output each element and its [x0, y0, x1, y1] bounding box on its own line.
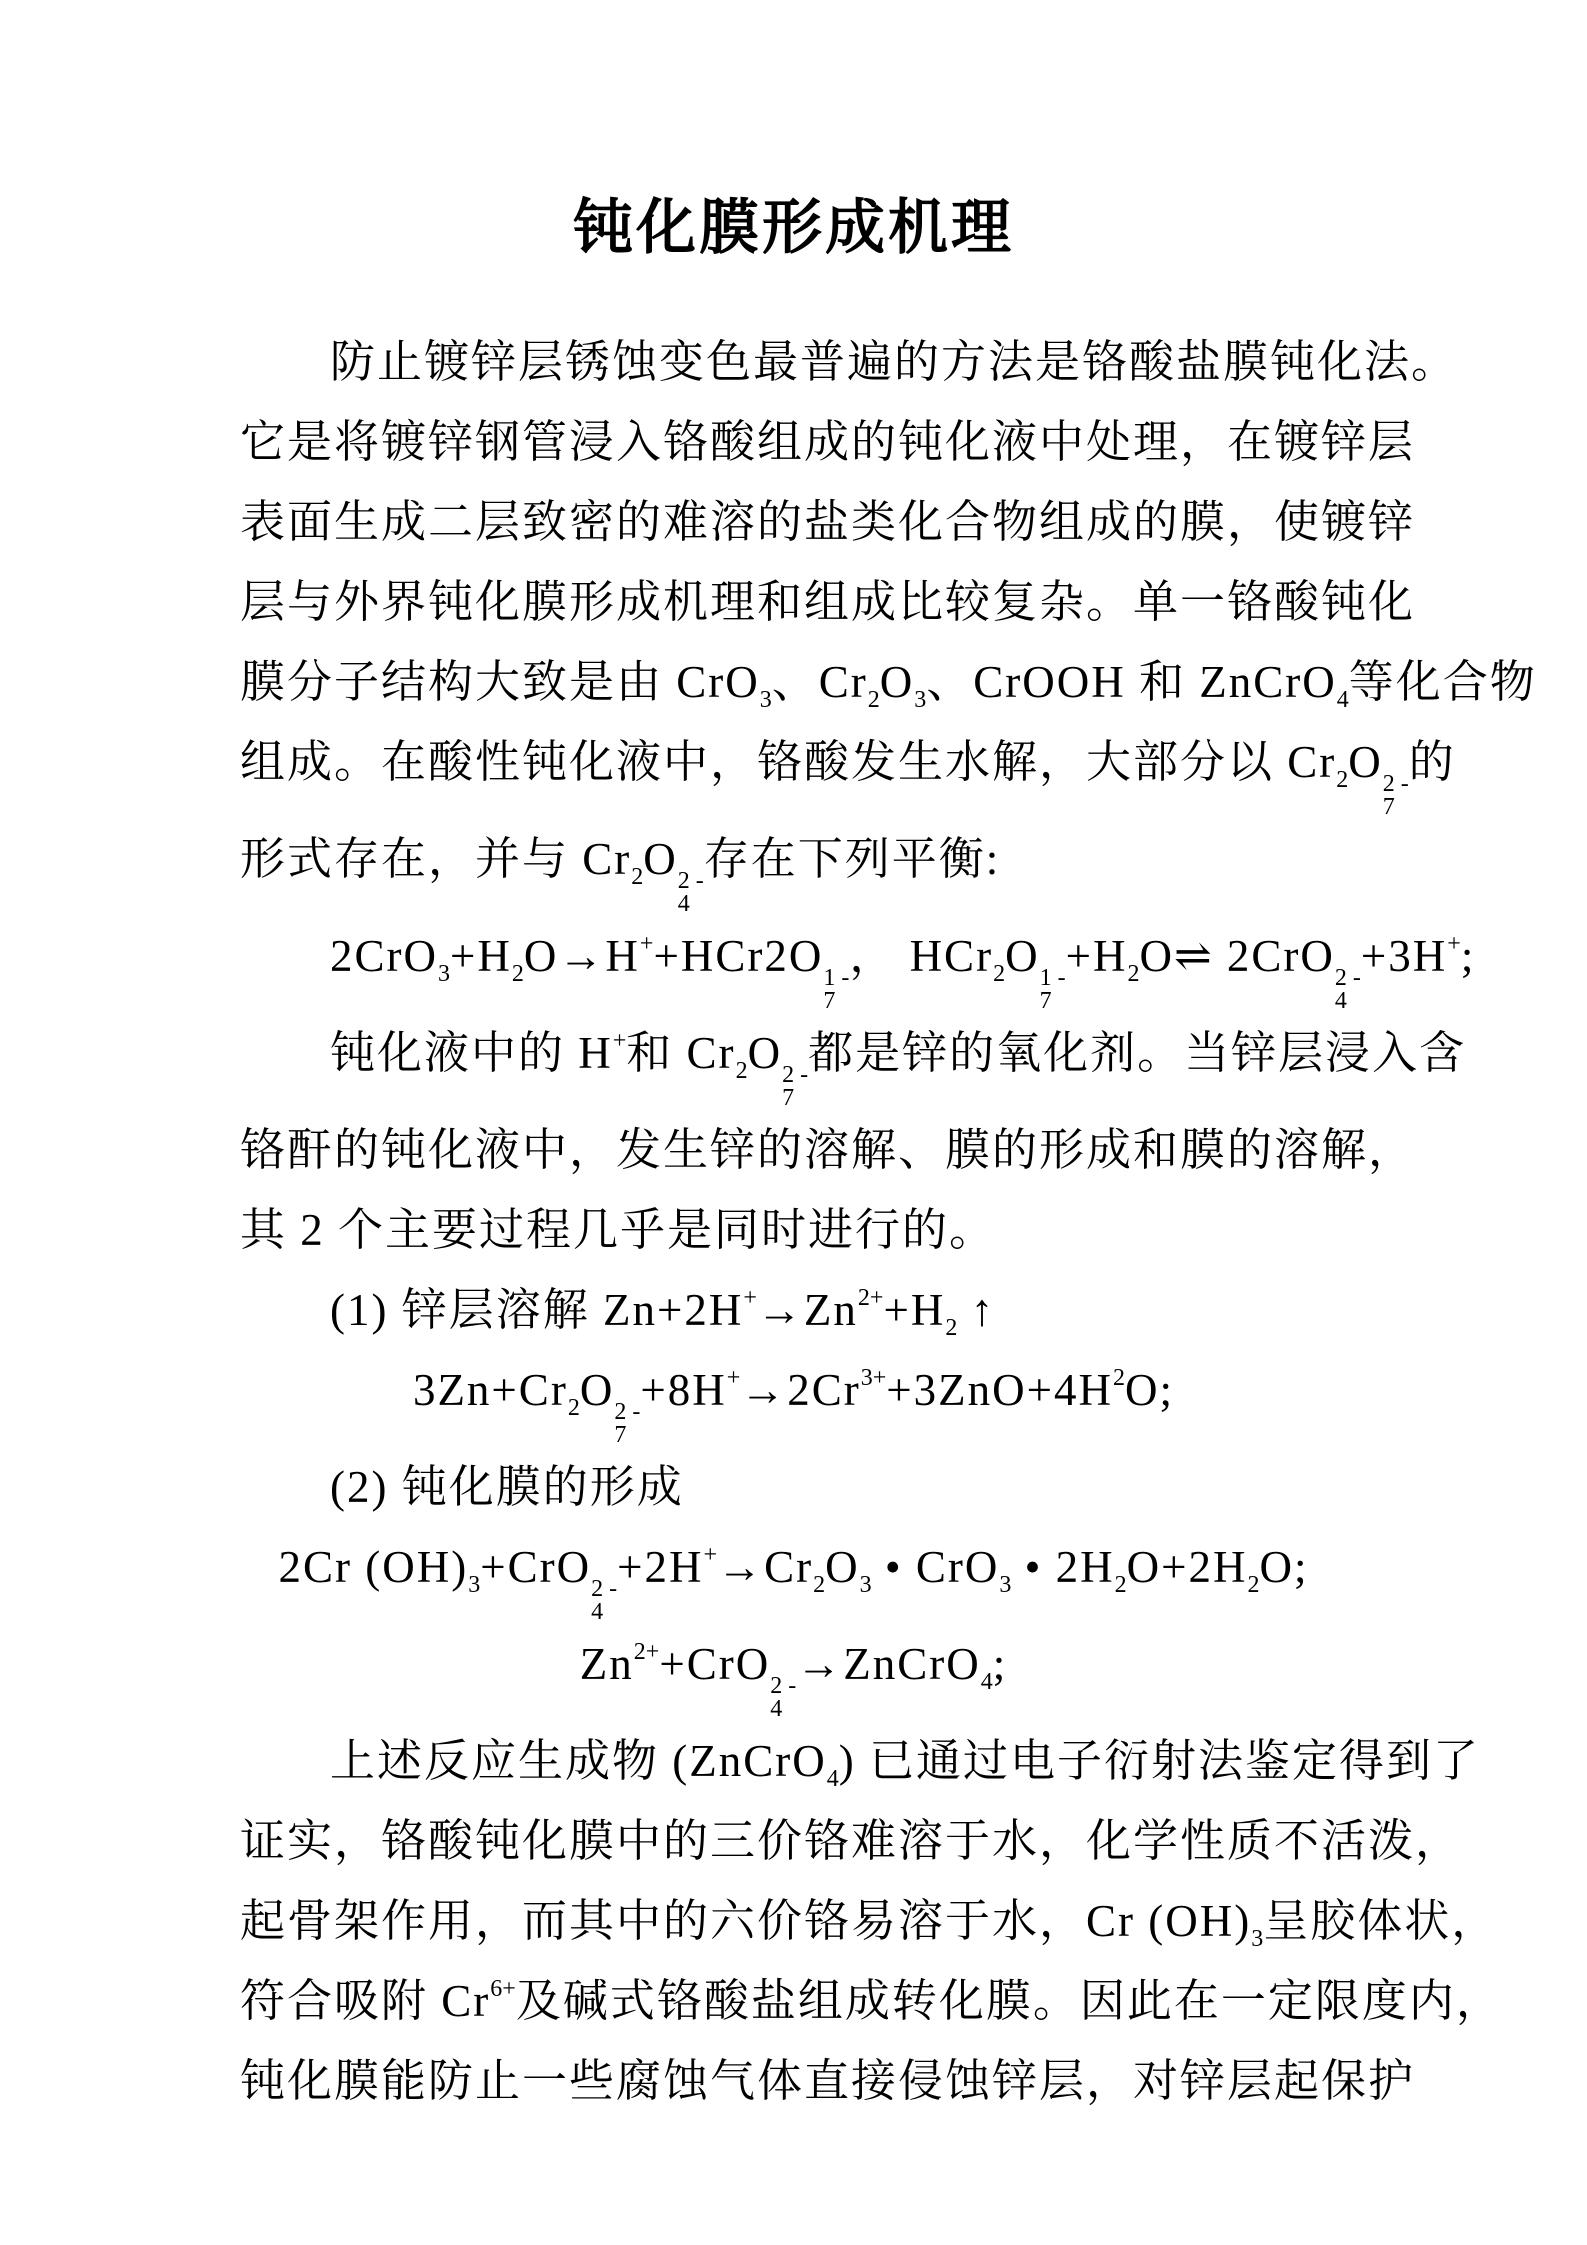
- subscript: 2: [945, 1315, 958, 1341]
- doc-line: 表面生成二层致密的难溶的盐类化合物组成的膜，使镀锌: [240, 497, 1416, 547]
- superscript: +: [743, 1285, 757, 1311]
- stack-superscript: 2 -: [614, 1399, 641, 1425]
- subscript: 2: [1247, 1572, 1260, 1598]
- superscript: +: [726, 1365, 741, 1391]
- super-sub-stack: [782, 1064, 808, 1110]
- subscript: 2: [993, 961, 1006, 987]
- subscript: 2: [867, 687, 880, 713]
- page-title: 钝化膜形成机理: [573, 194, 1014, 261]
- stack-subscript: 4: [770, 1696, 783, 1722]
- stack-subscript: 7: [823, 988, 836, 1014]
- stack-subscript: 7: [1039, 988, 1052, 1014]
- doc-line: 防止镀锌层锈蚀变色最普遍的方法是铬酸盐膜钝化法。: [330, 337, 1459, 387]
- stack-subscript: 4: [1334, 988, 1347, 1014]
- superscript: +: [612, 1028, 627, 1054]
- subscript: 2: [511, 961, 524, 987]
- stack-superscript: 2 -: [782, 1062, 809, 1088]
- superscript: +: [703, 1542, 718, 1568]
- superscript: 2+: [633, 1639, 660, 1665]
- superscript: 2: [1113, 1365, 1126, 1391]
- subscript: 2: [1127, 961, 1140, 987]
- super-sub-stack: [591, 1578, 617, 1624]
- subscript: 3: [859, 1572, 872, 1598]
- super-sub-stack: [823, 967, 849, 1013]
- doc-line: 起骨架作用，而其中的六价铬易溶于水，Cr $(OH)_3$呈胶体状，: [240, 1896, 1499, 1952]
- subscript: 4: [826, 1766, 839, 1792]
- doc-line: $3Zn+Cr_2O$ 2 - 7 $+8H^+\to 2Cr^{3+}+3ZnO+4H^2O$;: [412, 1365, 1175, 1448]
- stack-superscript: 1 -: [823, 965, 850, 991]
- doc-line: 证实，铬酸钝化膜中的三价铬难溶于水，化学性质不活泼，: [240, 1816, 1463, 1866]
- super-sub-stack: [678, 870, 704, 916]
- super-sub-stack: [614, 1401, 640, 1447]
- doc-line: 钝化膜能防止一些腐蚀气体直接侵蚀锌层，对锌层起保护: [240, 2056, 1416, 2106]
- super-sub-stack: [1040, 967, 1066, 1013]
- doc-line: $2CrO_3+H_2O\to H^++HCr2O$ 1 - 7 ， HCr$_2$O 1 - 7 $+H_2O\rightleftharpoons$ 2CrO 2 - 4 +3H+;: [330, 931, 1476, 1014]
- doc-line: 钝化液中的 H+和 $Cr_2O$ 2 - 7 都是锌的氧化剂。当锌层浸入含: [330, 1028, 1467, 1111]
- doc-line: $Zn^{2+}+CrO$ 2 - 4 →ZnCrO$_4$;: [579, 1639, 1008, 1722]
- doc-line: 组成。在酸性钝化液中，铬酸发生水解，大部分以 $Cr_2O$ 2 - 7 的: [240, 737, 1456, 820]
- subscript: 3: [914, 687, 927, 713]
- doc-line: (1) 锌层溶解 $Zn+2H^+\to Zn^{2+}+H_2$ ↑: [330, 1285, 996, 1341]
- stack-subscript: 7: [614, 1422, 627, 1448]
- stack-subscript: 7: [782, 1085, 795, 1111]
- super-sub-stack: [1383, 773, 1409, 819]
- doc-line: 形式存在，并与 $Cr_2O$ 2 - 4 存在下列平衡:: [240, 834, 1001, 917]
- superscript: 3+: [860, 1365, 887, 1391]
- superscript: +: [1447, 931, 1461, 957]
- doc-line: (2) 钝化膜的形成: [330, 1462, 684, 1512]
- subscript: 2: [631, 864, 644, 890]
- subscript: 3: [999, 1572, 1012, 1598]
- doc-line: 2Cr $(OH)_3+CrO$ 2 - 4 $+2H^+\to Cr_2O_3$ • CrO$_3$ • $2H_2O+2H_2O$;: [278, 1542, 1309, 1625]
- stack-superscript: 2 -: [677, 868, 704, 894]
- subscript: 2: [1336, 767, 1349, 793]
- subscript: 3: [759, 687, 772, 713]
- stack-superscript: 2 -: [1334, 965, 1361, 991]
- stack-superscript: 2 -: [591, 1576, 618, 1602]
- stack-subscript: 4: [591, 1599, 604, 1625]
- super-sub-stack: [770, 1675, 796, 1721]
- subscript: 2: [735, 1058, 748, 1084]
- doc-line: 上述反应生成物 (ZnCrO$_4$) 已通过电子衍射法鉴定得到了: [330, 1736, 1480, 1792]
- subscript: 3: [438, 961, 450, 987]
- stack-subscript: 4: [677, 891, 690, 917]
- doc-line: 层与外界钝化膜形成机理和组成比较复杂。单一铬酸钝化: [240, 577, 1416, 627]
- stack-superscript: 2 -: [770, 1673, 797, 1699]
- doc-line: 铬酐的钝化液中，发生锌的溶解、膜的形成和膜的溶解，: [240, 1125, 1416, 1175]
- superscript: 2+: [857, 1285, 884, 1311]
- subscript: 2: [1114, 1572, 1127, 1598]
- subscript: 3: [468, 1572, 481, 1598]
- doc-line: 其 2 个主要过程几乎是同时进行的。: [240, 1205, 997, 1255]
- document-body: [0, 322, 1587, 2121]
- doc-line: 符合吸附 $Cr^{6+}$及碱式铬酸盐组成转化膜。因此在一定限度内，: [240, 1976, 1503, 2026]
- subscript: 2: [813, 1572, 826, 1598]
- stack-subscript: 7: [1382, 794, 1395, 820]
- doc-line: 它是将镀锌钢管浸入铬酸组成的钝化液中处理，在镀锌层: [240, 417, 1416, 467]
- subscript: 3: [1251, 1926, 1264, 1952]
- stack-superscript: 2 -: [1382, 771, 1409, 797]
- doc-line: 膜分子结构大致是由 CrO$_3$、$Cr_2O_3$、CrOOH 和 ZnCrO$_4$等化合物: [240, 657, 1537, 713]
- subscript: 4: [1336, 687, 1349, 713]
- superscript: 6+: [490, 1976, 516, 2002]
- subscript: 2: [567, 1395, 580, 1421]
- subscript: 4: [980, 1669, 993, 1695]
- stack-superscript: 1 -: [1039, 965, 1066, 991]
- super-sub-stack: [1335, 967, 1361, 1013]
- superscript: +: [639, 931, 654, 957]
